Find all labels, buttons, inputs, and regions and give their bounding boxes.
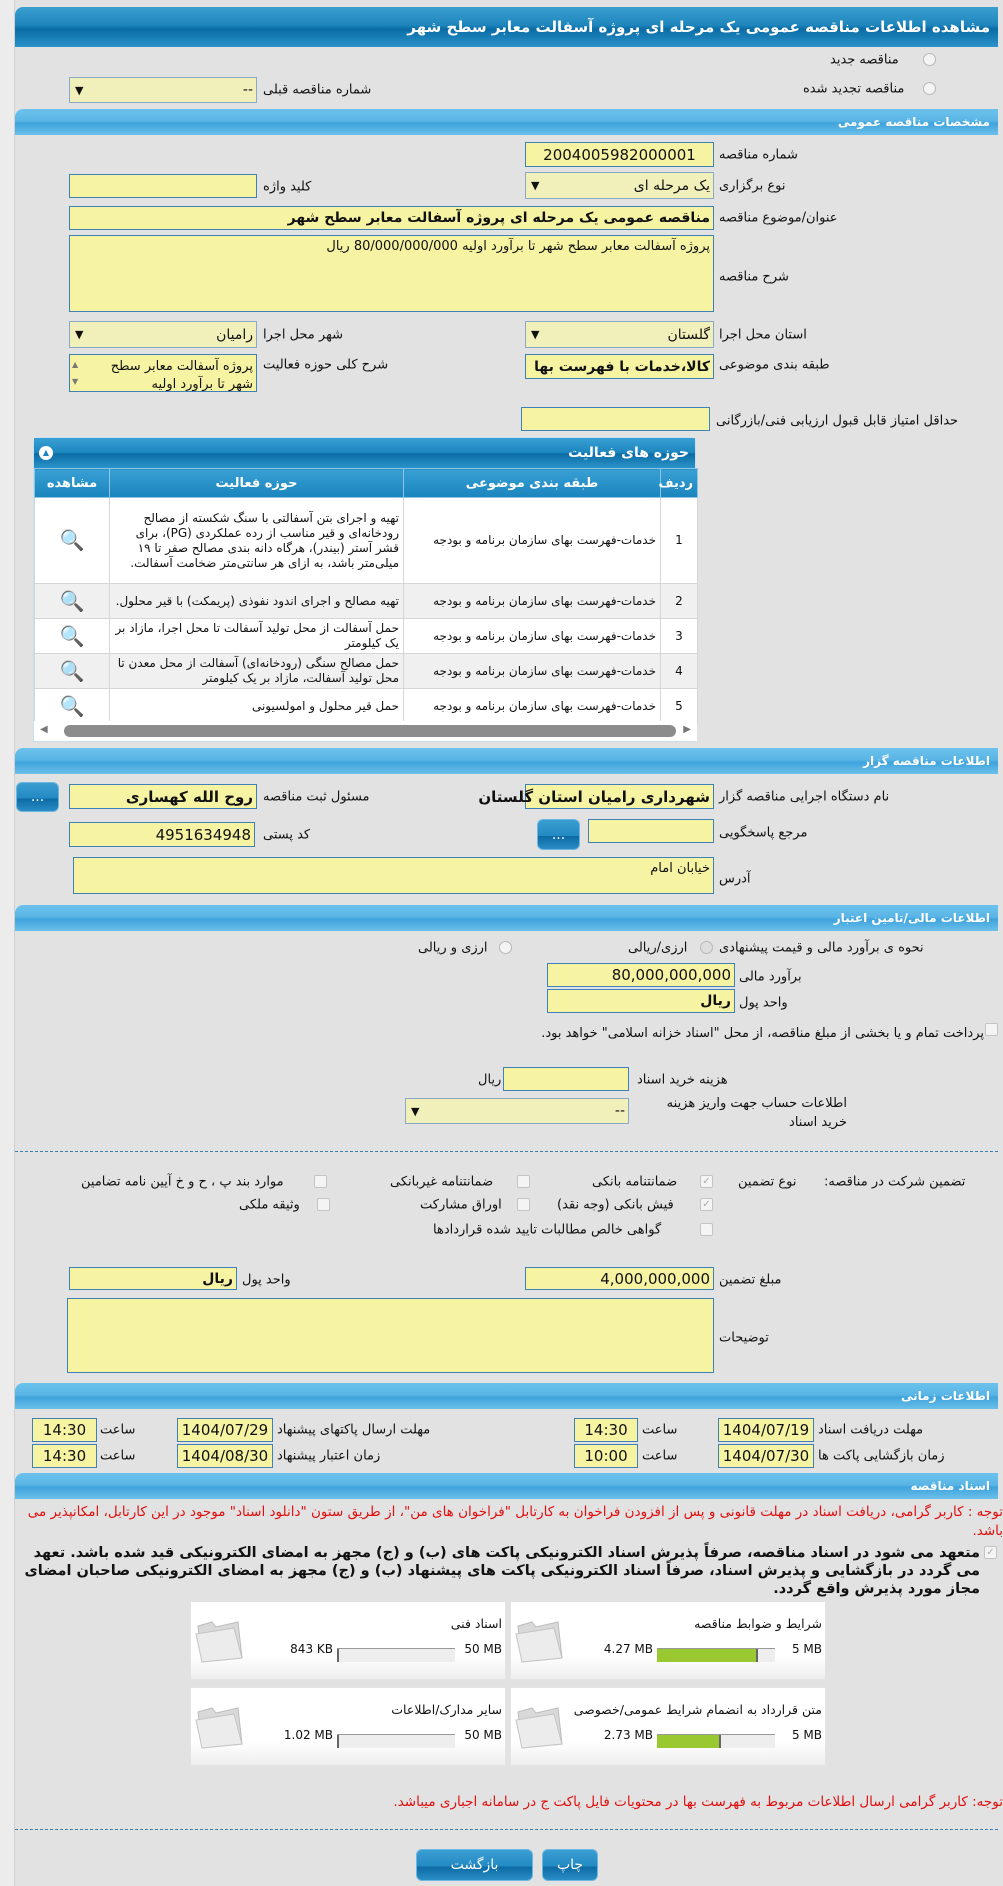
- postal-code-label: کد پستی: [263, 827, 311, 843]
- section-documents: اسناد مناقصه: [15, 1473, 998, 1499]
- subject-label: عنوان/موضوع مناقصه: [719, 210, 838, 226]
- file-size: 843 KB: [290, 1642, 333, 1656]
- receive-label: مهلت دریافت اسناد: [818, 1422, 924, 1438]
- account-value: --: [614, 1103, 625, 1119]
- file-size-progress: [657, 1648, 775, 1662]
- hour-label: ساعت: [642, 1448, 678, 1464]
- activities-table: [34, 468, 698, 724]
- row-number: 5: [661, 689, 698, 724]
- file-size: 1.02 MB: [283, 1728, 333, 1742]
- section-timing: اطلاعات زمانی: [15, 1383, 998, 1409]
- guarantee-unit-field[interactable]: ریال: [69, 1267, 237, 1290]
- scope-field[interactable]: [69, 354, 257, 392]
- row-activity: حمل قیر محلول و امولسیونی: [110, 689, 404, 724]
- row-number: 4: [661, 654, 698, 689]
- view-icon[interactable]: 🔍: [35, 689, 110, 724]
- radio-renewed-tender[interactable]: [923, 82, 936, 95]
- page-title: مشاهده اطلاعات مناقصه عمومی یک مرحله ای پروژه آسفالت معابر سطح شهر: [15, 7, 998, 47]
- file-title: متن قرارداد به انضمام شرایط عمومی/خصوصی: [573, 1702, 822, 1717]
- send-date-field[interactable]: 1404/07/29: [177, 1418, 273, 1442]
- folder-icon: [514, 1704, 566, 1750]
- col-row: ردیف: [661, 469, 698, 498]
- row-activity: حمل مصالح سنگی (رودخانه‌ای) آسفالت از محل معدن تا محل تولید آسفالت، مازاد بر یک کیلومتر: [110, 654, 404, 689]
- prev-number-label: شماره مناقصه قبلی: [263, 82, 372, 98]
- scroll-right-icon[interactable]: ▶: [683, 724, 691, 735]
- radio-new-label: مناقصه جدید: [830, 52, 899, 68]
- file-size-progress: [337, 1734, 455, 1748]
- chevron-down-icon: ▼: [75, 83, 84, 97]
- chevron-down-icon: ▼: [531, 328, 540, 341]
- bank-guarantee-label: ضمانتنامه بانکی: [592, 1174, 678, 1190]
- file-title: سایر مدارک/اطلاعات: [391, 1702, 502, 1717]
- folder-icon: [194, 1704, 246, 1750]
- file-size-progress: [657, 1734, 775, 1748]
- valid-date-field[interactable]: 1404/08/30: [177, 1444, 273, 1468]
- documents-note: توجه : کاربر گرامی، دریافت اسناد در مهلت قانونی و پس از افزودن فراخوان به کارتابل "فراخوان های من"، از طریق ستون "دانلود اسناد" موجود در این کارتابل، امکانپذیر می باشد.: [27, 1504, 1003, 1539]
- chevron-down-icon: ▼: [411, 1104, 420, 1118]
- row-activity: تهیه مصالح و اجرای اندود نفوذی (پریمکت) با قیر محلول.: [110, 584, 404, 619]
- table-row: [35, 689, 698, 724]
- section-organizer: اطلاعات مناقصه گزار: [15, 748, 998, 774]
- receivables-label: گواهی خالص مطالبات تایید شده قراردادها: [433, 1222, 662, 1238]
- tender-number-field[interactable]: 2004005982000001: [525, 142, 714, 167]
- file-title: شرایط و ضوابط مناقصه: [694, 1616, 822, 1631]
- send-time-field[interactable]: 14:30: [32, 1418, 97, 1442]
- activities-header: [34, 438, 695, 468]
- row-category: خدمات-فهرست بهای سازمان برنامه و بودجه: [404, 619, 661, 654]
- price-list-note: توجه: کاربر گرامی ارسال اطلاعات مربوط به فهرست بها در محتویات فایل پاکت ج در سامانه اجباری میباشد.: [393, 1794, 1003, 1810]
- min-score-field[interactable]: [521, 407, 710, 431]
- notes-label: توضیحات: [719, 1330, 769, 1346]
- type-select[interactable]: [525, 172, 714, 199]
- hour-label: ساعت: [642, 1422, 678, 1438]
- document-file-box[interactable]: [510, 1687, 826, 1766]
- row-activity: حمل آسفالت از محل تولید آسفالت تا محل اجرا، مازاد بر یک کیلومتر: [110, 619, 404, 654]
- province-value: گلستان: [667, 326, 710, 343]
- file-size: 4.27 MB: [603, 1642, 653, 1656]
- view-icon[interactable]: 🔍: [35, 619, 110, 654]
- chevron-down-icon: ▼: [531, 179, 540, 192]
- row-category: خدمات-فهرست بهای سازمان برنامه و بودجه: [404, 498, 661, 584]
- scroll-arrows-icon[interactable]: ▲ ▼: [72, 360, 79, 386]
- view-icon[interactable]: 🔍: [35, 654, 110, 689]
- prev-number-value: --: [242, 82, 253, 98]
- guarantee-amount-label: مبلغ تضمین: [719, 1272, 782, 1288]
- file-max-size: 5 MB: [791, 1642, 822, 1656]
- type-value: یک مرحله ای: [633, 177, 710, 194]
- notes-field[interactable]: [67, 1298, 714, 1373]
- collapse-icon[interactable]: ▲: [39, 446, 53, 460]
- currency-unit-label: واحد پول: [739, 995, 788, 1011]
- postal-code-field[interactable]: 4951634948: [69, 822, 255, 847]
- address-label: آدرس: [719, 871, 751, 887]
- checkbox-clauses[interactable]: [314, 1175, 327, 1188]
- hour-label: ساعت: [100, 1448, 136, 1464]
- responsible-field[interactable]: روح الله کهساری: [69, 784, 257, 809]
- checkbox-nonbank-guarantee[interactable]: [517, 1175, 530, 1188]
- file-max-size: 50 MB: [464, 1642, 502, 1656]
- commit-checkbox[interactable]: ✓: [984, 1546, 997, 1559]
- checkbox-receivables[interactable]: [700, 1223, 713, 1236]
- province-select[interactable]: [525, 321, 714, 348]
- row-number: 1: [661, 498, 698, 584]
- valid-label: زمان اعتبار پیشنهاد: [277, 1448, 381, 1464]
- checkbox-property[interactable]: [317, 1198, 330, 1211]
- select-responsible-button[interactable]: ...: [16, 782, 59, 812]
- col-activity: حوزه فعالیت: [110, 469, 404, 498]
- view-icon[interactable]: 🔍: [35, 498, 110, 584]
- description-field[interactable]: پروژه آسفالت معابر سطح شهر تا برآورد اولیه 80/000/000/000 ریال: [69, 235, 714, 312]
- description-label: شرح مناقصه: [719, 269, 789, 285]
- scope-label: شرح کلی حوزه فعالیت: [263, 357, 389, 373]
- table-row: [35, 498, 698, 584]
- hour-label: ساعت: [100, 1422, 136, 1438]
- row-category: خدمات-فهرست بهای سازمان برنامه و بودجه: [404, 654, 661, 689]
- scope-text: پروژه آسفالت معابر سطح شهر تا برآورد اولیه: [110, 359, 253, 392]
- activities-title: حوزه های فعالیت: [568, 445, 689, 461]
- keyword-field[interactable]: [69, 174, 257, 198]
- estimate-label: برآورد مالی: [739, 969, 802, 985]
- type-label: نوع برگزاری: [719, 178, 786, 194]
- select-reference-button[interactable]: ...: [537, 819, 580, 850]
- row-number: 2: [661, 584, 698, 619]
- responsible-label: مسئول ثبت مناقصه: [263, 789, 370, 805]
- table-row: [35, 584, 698, 619]
- file-size-progress: [337, 1648, 455, 1662]
- table-row: [35, 654, 698, 689]
- row-category: خدمات-فهرست بهای سازمان برنامه و بودجه: [404, 584, 661, 619]
- bank-receipt-label: فیش بانکی (وجه نقد): [557, 1197, 674, 1213]
- folder-icon: [194, 1618, 246, 1664]
- receive-date-field[interactable]: 1404/07/19: [718, 1418, 814, 1442]
- document-file-box[interactable]: [190, 1687, 506, 1766]
- city-label: شهر محل اجرا: [263, 327, 343, 343]
- province-label: استان محل اجرا: [719, 327, 807, 343]
- folder-icon: [514, 1618, 566, 1664]
- account-select[interactable]: [405, 1098, 629, 1124]
- scroll-left-icon[interactable]: ◀: [40, 724, 48, 735]
- nonbank-guarantee-label: ضمانتنامه غیربانکی: [390, 1174, 494, 1190]
- radio-new-tender[interactable]: [923, 53, 936, 66]
- file-max-size: 5 MB: [791, 1728, 822, 1742]
- radio-renewed-label: مناقصه تجدید شده: [803, 81, 905, 97]
- checkbox-bank-guarantee[interactable]: ✓: [700, 1175, 713, 1188]
- doc-cost-field[interactable]: [503, 1067, 629, 1091]
- category-label: طبقه بندی موضوعی: [719, 357, 830, 373]
- account-label: اطلاعات حساب جهت واریز هزینه خرید اسناد: [666, 1096, 847, 1130]
- address-field[interactable]: خیابان امام: [73, 857, 714, 894]
- clauses-label: موارد بند پ ، ح و خ آیین نامه تضامین: [81, 1174, 284, 1190]
- receive-time-field[interactable]: 14:30: [574, 1418, 638, 1442]
- row-activity: تهیه و اجرای بتن آسفالتی با سنگ شکسته از مصالح رودخانه‌ای و قیر مناسب از رده عملکردی (PG)، برای قشر آستر (بیندر)، هرگاه دانه بندی مصالح صفر تا ۱۹ میلی‌متر باشد، به ازای هر سانتی‌متر ضخامت آسفالت.: [110, 498, 404, 584]
- currency-unit-field[interactable]: ریال: [547, 989, 735, 1013]
- radio-currency-rial-label: ارزی و ریالی: [418, 940, 488, 956]
- divider: [15, 1151, 998, 1152]
- radio-rial[interactable]: [700, 941, 713, 954]
- commit-text: متعهد می شود در اسناد مناقصه، صرفاً پذیرش اسناد الکترونیکی پاکت های (ب) و (ج) مجهز به امضای الکترونیکی قید شده باشد. تعهد می گردد در بازگشایی و پذیرش اسناد، صرفاً اسناد الکترونیکی پاکت های پیشنهاد (ب) و (ج) مجهز به امضای الکترونیکی صاحبان امضای مجاز مورد پذیرش واقع گردد.: [24, 1545, 980, 1597]
- chevron-down-icon: ▼: [75, 328, 84, 341]
- bonds-label: اوراق مشارکت: [420, 1197, 502, 1213]
- table-row: [35, 619, 698, 654]
- guarantee-amount-field[interactable]: 4,000,000,000: [525, 1267, 714, 1290]
- category-field[interactable]: کالا،خدمات با فهرست بها: [525, 354, 714, 379]
- print-button[interactable]: چاپ: [542, 1849, 598, 1881]
- progress-fill: [657, 1649, 758, 1662]
- divider: [15, 1829, 998, 1830]
- open-time-field[interactable]: 10:00: [574, 1444, 638, 1468]
- organization-label: نام دستگاه اجرایی مناقصه گزار: [719, 789, 890, 805]
- back-button[interactable]: بازگشت: [416, 1849, 533, 1881]
- keyword-label: کلید واژه: [263, 179, 312, 195]
- col-category: طبقه بندی موضوعی: [404, 469, 661, 498]
- row-category: خدمات-فهرست بهای سازمان برنامه و بودجه: [404, 689, 661, 724]
- radio-currency-rial[interactable]: [499, 941, 512, 954]
- method-label: نحوه ی برآورد مالی و قیمت پیشنهادی: [719, 940, 924, 956]
- min-score-label: حداقل امتیاز قابل قبول ارزیابی فنی/بازرگانی: [716, 413, 959, 429]
- view-icon[interactable]: 🔍: [35, 584, 110, 619]
- scrollbar-thumb[interactable]: [64, 725, 676, 737]
- doc-cost-label: هزینه خرید اسناد: [637, 1072, 728, 1088]
- radio-rial-label: ارزی/ریالی: [628, 940, 688, 956]
- send-label: مهلت ارسال پاکتهای پیشنهاد: [277, 1422, 431, 1438]
- checkbox-bank-receipt[interactable]: ✓: [700, 1198, 713, 1211]
- treasury-label: پرداخت تمام و یا بخشی از مبلغ مناقصه، از محل "اسناد خزانه اسلامی" خواهد بود.: [541, 1026, 984, 1041]
- treasury-checkbox[interactable]: [985, 1023, 998, 1036]
- section-financial: اطلاعات مالی/تامین اعتبار: [15, 905, 998, 931]
- document-file-box[interactable]: [190, 1601, 506, 1680]
- progress-fill: [657, 1735, 721, 1748]
- section-general: مشخصات مناقصه عمومی: [15, 109, 998, 135]
- reference-label: مرجع پاسخگویی: [719, 825, 808, 841]
- property-label: وثیقه ملکی: [239, 1197, 300, 1213]
- file-title: اسناد فنی: [450, 1616, 502, 1631]
- city-value: رامیان: [216, 326, 253, 343]
- open-label: زمان بازگشایی پاکت ها: [818, 1448, 945, 1464]
- open-date-field[interactable]: 1404/07/30: [718, 1444, 814, 1468]
- guarantee-unit-label: واحد پول: [242, 1272, 291, 1288]
- prev-number-select[interactable]: [69, 77, 257, 103]
- file-size: 2.73 MB: [603, 1728, 653, 1742]
- reference-field[interactable]: [588, 819, 714, 843]
- guarantee-label: تضمین شرکت در مناقصه:: [824, 1174, 966, 1190]
- left-border: [0, 0, 15, 1886]
- guarantee-type-label: نوع تضمین: [738, 1174, 797, 1190]
- activities-panel: [33, 437, 696, 742]
- row-number: 3: [661, 619, 698, 654]
- progress-fill: [337, 1735, 339, 1748]
- file-max-size: 50 MB: [464, 1728, 502, 1742]
- horizontal-scrollbar[interactable]: [34, 721, 697, 741]
- document-file-box[interactable]: [510, 1601, 826, 1680]
- subject-field[interactable]: مناقصه عمومی یک مرحله ای پروژه آسفالت معابر سطح شهر: [69, 206, 714, 230]
- tender-number-label: شماره مناقصه: [719, 147, 798, 163]
- valid-time-field[interactable]: 14:30: [32, 1444, 97, 1468]
- progress-fill: [337, 1649, 339, 1662]
- organization-field[interactable]: شهرداری رامیان استان گلستان: [525, 784, 714, 809]
- estimate-field[interactable]: 80,000,000,000: [547, 963, 735, 987]
- checkbox-bonds[interactable]: [517, 1198, 530, 1211]
- col-view: مشاهده: [35, 469, 110, 498]
- city-select[interactable]: [69, 321, 257, 348]
- doc-cost-unit: ریال: [478, 1072, 502, 1088]
